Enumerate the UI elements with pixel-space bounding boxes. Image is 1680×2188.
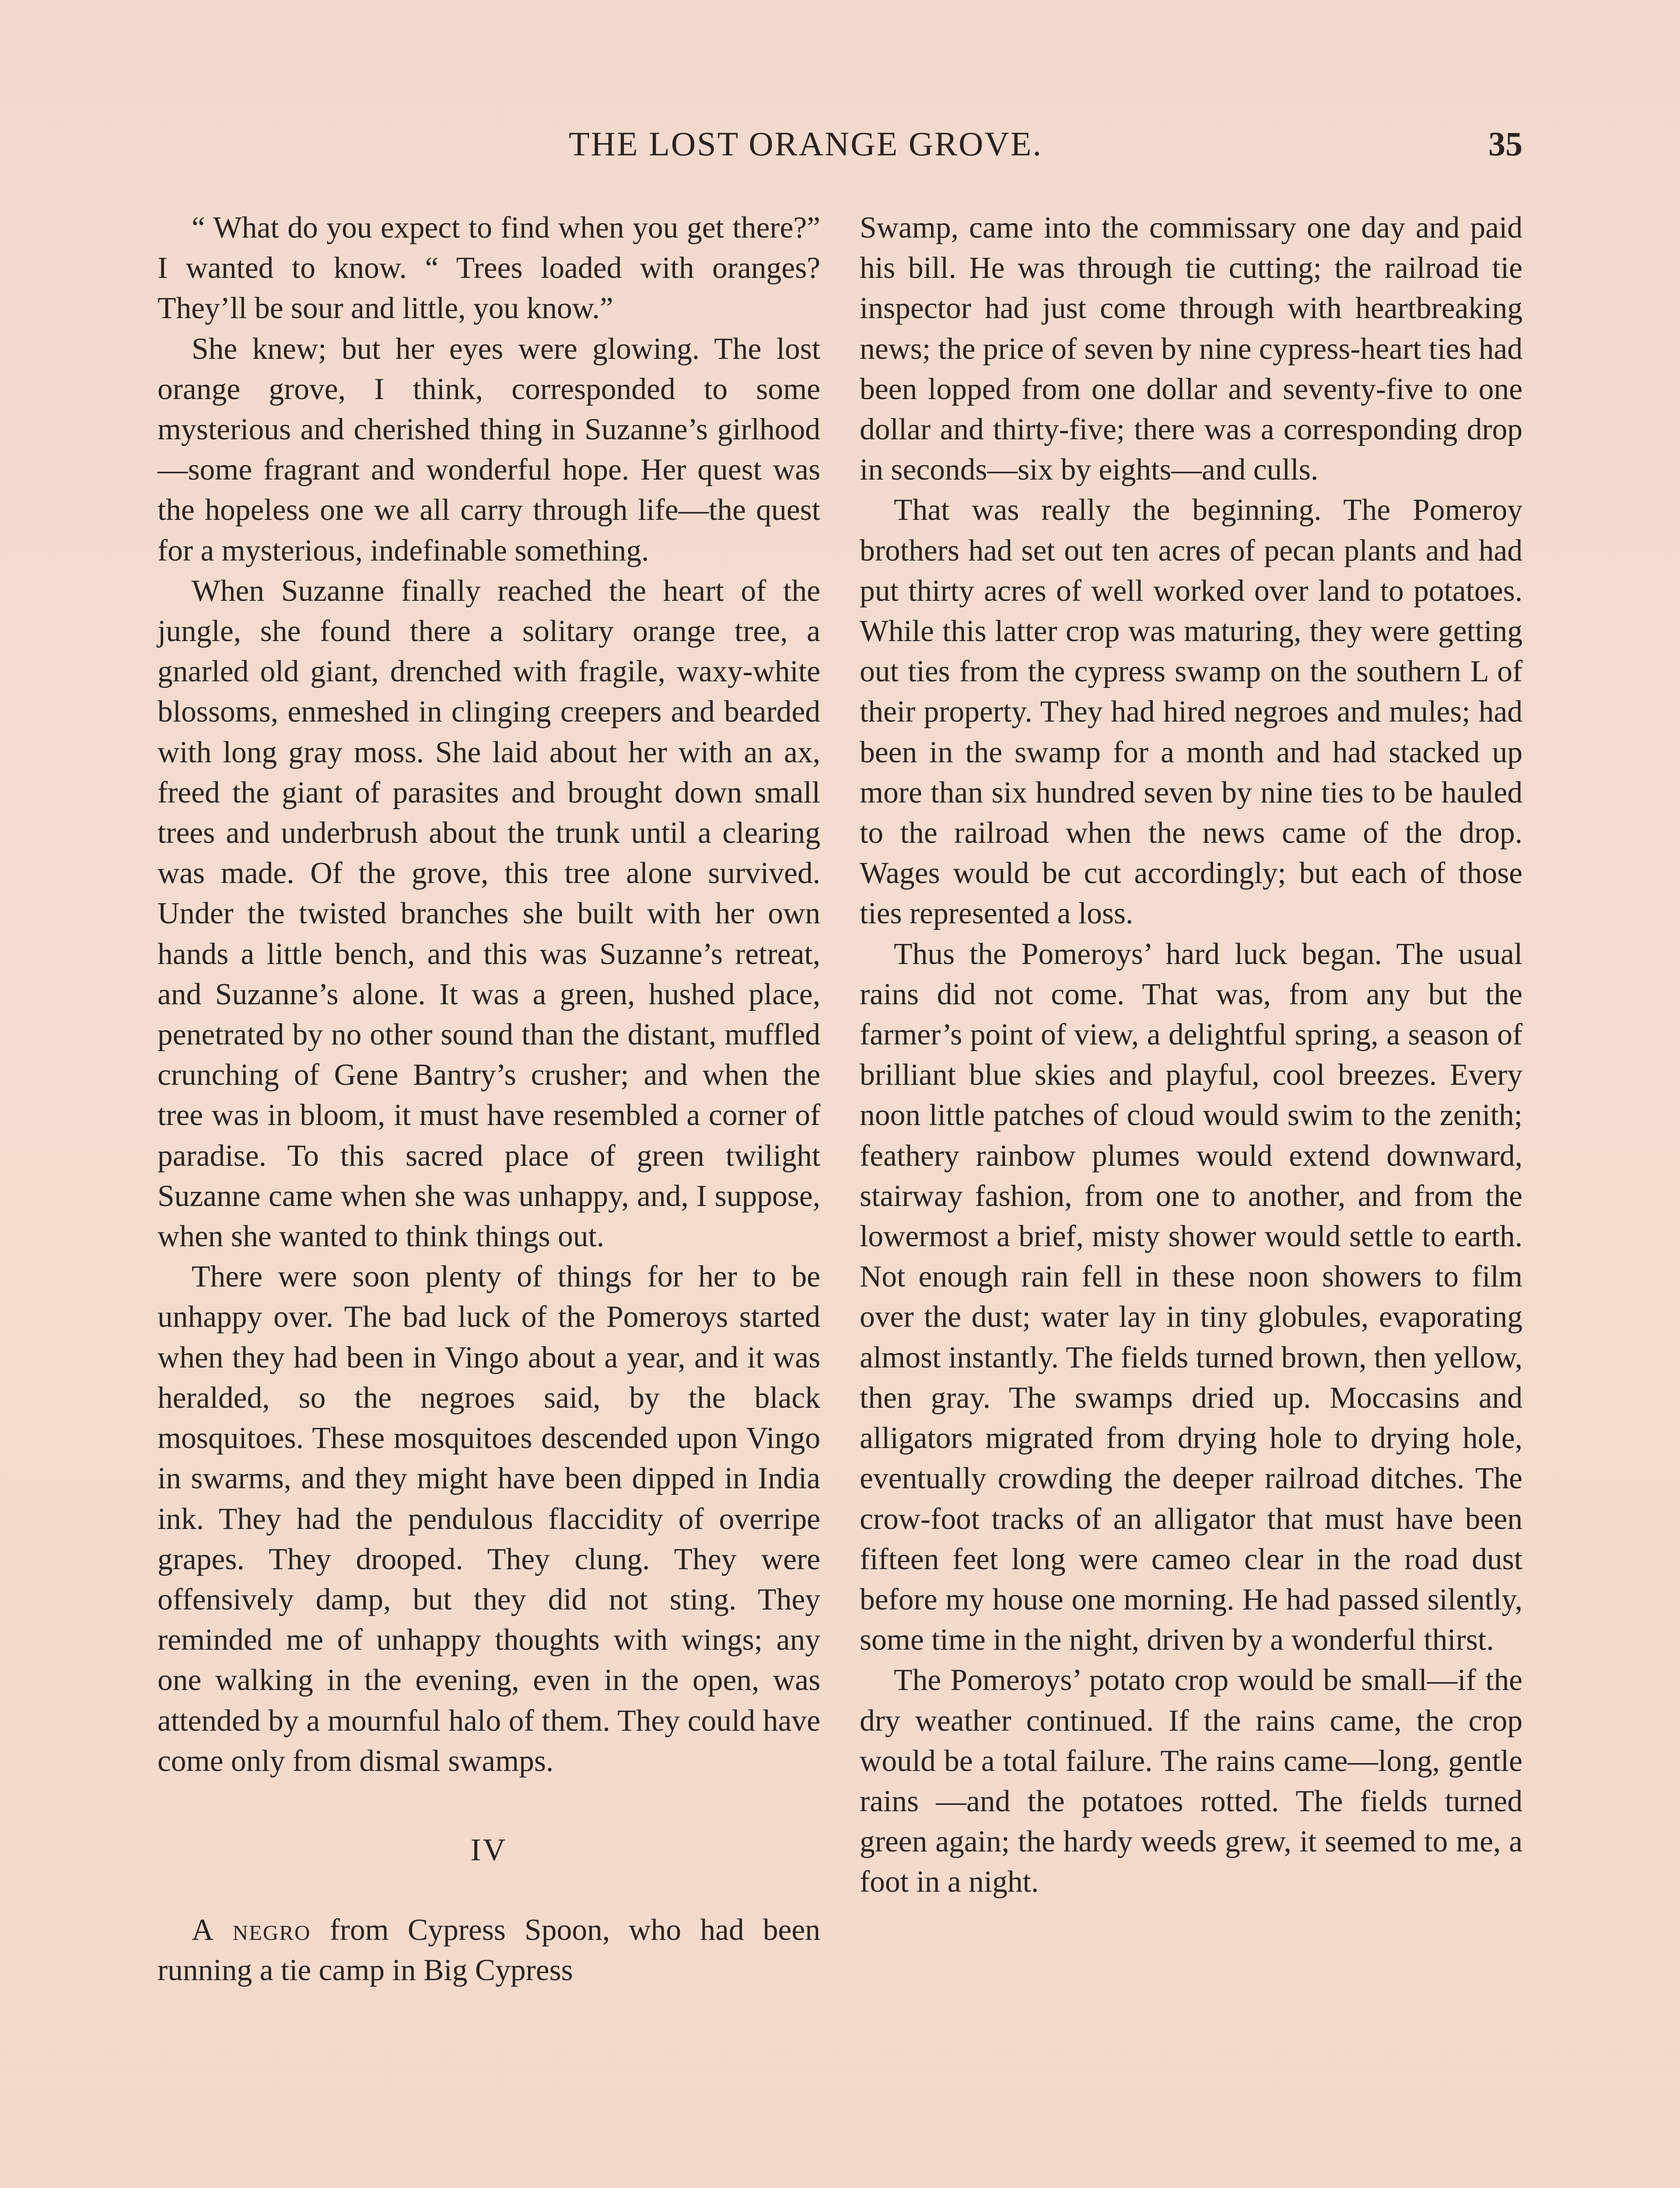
page-number: 35 xyxy=(1488,125,1522,163)
paragraph: When Suzanne finally reached the heart of the jungle, she found there a solitary orange tree, a gnarled old giant, drenched with fragile, waxy-white blossoms, enmeshed in clinging creepers and bearded with long gray moss. She laid about her with an ax, freed the giant of parasites and brought down small trees and underbrush about the trunk until a clearing was made. Of the grove, this tree alone survived. Under the twisted branches she built with her own hands a little bench, and this was Suzanne’s retreat, and Suzanne’s alone. It was a green, hushed place, penetrated by no other sound than the distant, muffled crunching of Gene Bantry’s crusher; and when the tree was in bloom, it must have resembled a corner of paradise. To this sacred place of green twilight Suzanne came when she was unhappy, and, I suppose, when she wanted to think things out. xyxy=(158,574,820,1254)
section-heading: IV xyxy=(470,1832,508,1867)
paragraph-lead-small-caps: A negro xyxy=(192,1913,311,1947)
paragraph: Thus the Pomeroys’ hard luck began. The usual rains did not come. That was, from any but the farmer’s point of view, a delightful spring, a season of brilliant blue skies and playful, cool breezes. Every noon little patches of cloud would swim to the zenith; feathery rainbow plumes would extend downward, stairway fashion, from one to another, and from the lowermost a brief, misty shower would settle to earth. Not enough rain fell in these noon showers to film over the dust; water lay in tiny globules, evaporating almost instantly. The fields turned brown, then yellow, then gray. The swamps dried up. Moccasins and alligators migrated from drying hole to drying hole, eventually crowding the deeper railroad ditches. The crow-foot tracks of an alligator that must have been fifteen feet long were cameo clear in the road dust before my house one morning. He had passed silently, some time in the night, driven by a wonderful thirst. xyxy=(860,937,1522,1657)
paragraph-continued: Swamp, came into the commissary one day and paid his bill. He was through tie cutting; the railroad tie inspector had just come through with heartbreaking news; the price of seven by nine cypress-heart ties had been lopped from one dollar and seventy-five to one dollar and thirty-five; there was a corresponding drop in seconds—six by eights—and culls. xyxy=(860,211,1522,487)
paragraph: The Pomeroys’ potato crop would be small—if the dry weather continued. If the rains came, the crop would be a total failure. The rains came—long, gentle rains —and the potatoes rotted. The fields turned green again; the hardy weeds grew, it seemed to me, a foot in a night. xyxy=(860,1663,1522,1899)
left-column xyxy=(158,208,820,1991)
paragraph: There were soon plenty of things for her to be unhappy over. The bad luck of the Pomeroys started when they had been in Vingo about a year, and it was heralded, so the negroes said, by the black mosquitoes. These mosquitoes descended upon Vingo in swarms, and they might have been dipped in India ink. They had the pendulous flaccidity of overripe grapes. They drooped. They clung. They were offensively damp, but they did not sting. They reminded me of unhappy thoughts with wings; any one walking in the evening, even in the open, was attended by a mournful halo of them. They could have come only from dismal swamps. xyxy=(158,1260,820,1778)
paragraph xyxy=(158,1910,820,1991)
paragraph-text: from Cypress Spoon, who had been running a tie camp in Big Cypress xyxy=(158,1913,820,1988)
paragraph: “ What do you expect to find when you get there?” I wanted to know. “ Trees loaded with oranges? They’ll be sour and little, you know.” xyxy=(158,211,820,326)
paragraph: She knew; but her eyes were glowing. The lost orange grove, I think, corresponded to some mysterious and cherished thing in Suzanne’s girlhood—some fragrant and wonderful hope. Her quest was the hopeless one we all carry through life—the quest for a mysterious, indefinable something. xyxy=(158,332,820,568)
right-column xyxy=(860,208,1522,1903)
paragraph: That was really the beginning. The Pomeroy brothers had set out ten acres of pecan plants and had put thirty acres of well worked over land to potatoes. While this latter crop was maturing, they were getting out ties from the cypress swamp on the southern L of their property. They had hired negroes and mules; had been in the swamp for a month and had stacked up more than six hundred seven by nine ties to be hauled to the railroad when the news came of the drop. Wages would be cut accordingly; but each of those ties represented a loss. xyxy=(860,493,1522,931)
running-title: THE LOST ORANGE GROVE. xyxy=(569,125,1043,163)
